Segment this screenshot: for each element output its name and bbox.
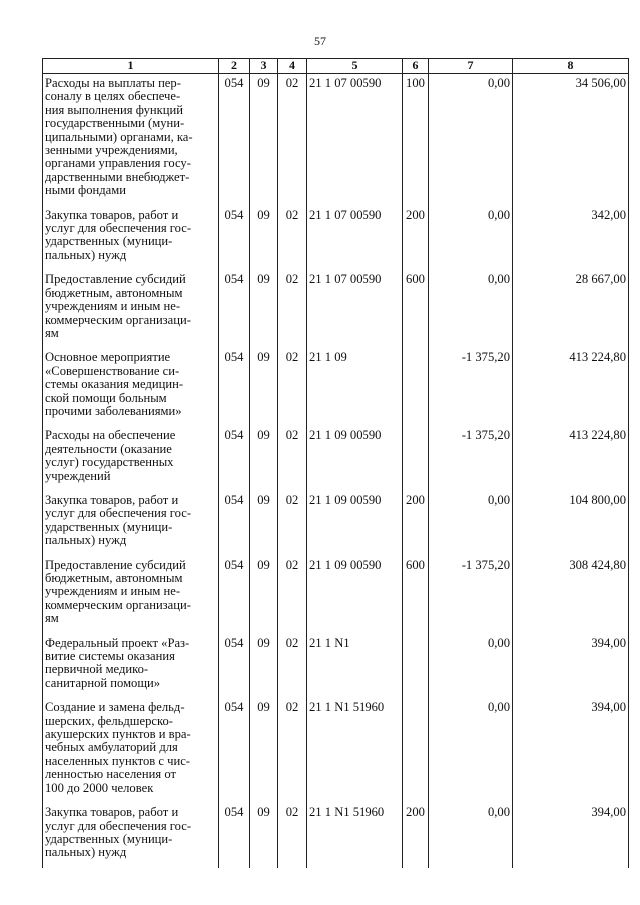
row-name-cell: Предоставление субсидий бюджетным, автономным учреждениям и иным не- коммерческим организаци- ям [43, 270, 219, 348]
section-cell: 09 [250, 206, 278, 271]
row-name-cell: Закупка товаров, работ и услуг для обеспечения гос- ударственных (муници- пальных) нужд [43, 803, 219, 868]
target-article-cell: 21 1 N1 [307, 634, 403, 699]
change-amount-cell: 0,00 [429, 270, 513, 348]
table-header-row [43, 59, 629, 74]
table-row [43, 348, 629, 426]
change-amount-cell: -1 375,20 [429, 556, 513, 634]
subsection-cell: 02 [278, 698, 307, 803]
change-amount-cell: 0,00 [429, 491, 513, 556]
expense-type-cell [403, 698, 429, 803]
admin-code-cell: 054 [219, 698, 250, 803]
admin-code-cell: 054 [219, 491, 250, 556]
expense-type-cell: 600 [403, 270, 429, 348]
admin-code-cell: 054 [219, 206, 250, 271]
table-row [43, 426, 629, 491]
section-cell: 09 [250, 348, 278, 426]
section-cell: 09 [250, 698, 278, 803]
table-row [43, 74, 629, 206]
column-header: 3 [250, 59, 278, 74]
column-header: 8 [513, 59, 629, 74]
total-amount-cell: 342,00 [513, 206, 629, 271]
table-row [43, 698, 629, 803]
target-article-cell: 21 1 09 00590 [307, 426, 403, 491]
change-amount-cell: 0,00 [429, 698, 513, 803]
total-amount-cell: 308 424,80 [513, 556, 629, 634]
target-article-cell: 21 1 09 00590 [307, 556, 403, 634]
expense-type-cell: 200 [403, 206, 429, 271]
column-header: 1 [43, 59, 219, 74]
subsection-cell: 02 [278, 803, 307, 868]
admin-code-cell: 054 [219, 270, 250, 348]
subsection-cell: 02 [278, 206, 307, 271]
section-cell: 09 [250, 491, 278, 556]
expense-type-cell [403, 426, 429, 491]
row-name-cell: Создание и замена фельд- шерских, фельдшерско- акушерских пунктов и вра- чебных амбулаторий для населенных пунктов с чис- ленностью населения от 100 до 2000 человек [43, 698, 219, 803]
row-name-cell: Предоставление субсидий бюджетным, автономным учреждениям и иным не- коммерческим организаци- ям [43, 556, 219, 634]
row-name-cell: Расходы на выплаты пер- соналу в целях обеспече- ния выполнения функций государственными (муни- ципальными) органами, ка- зенными учреждениями, органами управления госу- дарственными внебюджет- ными фондами [43, 74, 219, 206]
row-name-cell: Федеральный проект «Раз- витие системы оказания первичной медико- санитарной помощи» [43, 634, 219, 699]
total-amount-cell: 104 800,00 [513, 491, 629, 556]
total-amount-cell: 28 667,00 [513, 270, 629, 348]
change-amount-cell: 0,00 [429, 634, 513, 699]
total-amount-cell: 394,00 [513, 698, 629, 803]
table-row [43, 270, 629, 348]
row-name-cell: Закупка товаров, работ и услуг для обеспечения гос- ударственных (муници- пальных) нужд [43, 206, 219, 271]
change-amount-cell: -1 375,20 [429, 426, 513, 491]
expense-type-cell: 600 [403, 556, 429, 634]
table-body [43, 74, 629, 868]
page-number: 57 [314, 34, 326, 48]
admin-code-cell: 054 [219, 556, 250, 634]
admin-code-cell: 054 [219, 634, 250, 699]
total-amount-cell: 413 224,80 [513, 426, 629, 491]
column-header: 2 [219, 59, 250, 74]
admin-code-cell: 054 [219, 74, 250, 206]
subsection-cell: 02 [278, 556, 307, 634]
total-amount-cell: 34 506,00 [513, 74, 629, 206]
row-name-cell: Закупка товаров, работ и услуг для обеспечения гос- ударственных (муници- пальных) нужд [43, 491, 219, 556]
expense-type-cell [403, 634, 429, 699]
target-article-cell: 21 1 07 00590 [307, 206, 403, 271]
expense-type-cell: 200 [403, 803, 429, 868]
subsection-cell: 02 [278, 348, 307, 426]
subsection-cell: 02 [278, 491, 307, 556]
table-row [43, 634, 629, 699]
change-amount-cell: 0,00 [429, 74, 513, 206]
budget-table [42, 58, 629, 868]
admin-code-cell: 054 [219, 803, 250, 868]
target-article-cell: 21 1 N1 51960 [307, 803, 403, 868]
total-amount-cell: 413 224,80 [513, 348, 629, 426]
change-amount-cell: 0,00 [429, 803, 513, 868]
section-cell: 09 [250, 74, 278, 206]
subsection-cell: 02 [278, 426, 307, 491]
table-row [43, 803, 629, 868]
section-cell: 09 [250, 556, 278, 634]
row-name-cell: Расходы на обеспечение деятельности (оказание услуг) государственных учреждений [43, 426, 219, 491]
column-header: 6 [403, 59, 429, 74]
target-article-cell: 21 1 09 [307, 348, 403, 426]
table-row [43, 556, 629, 634]
admin-code-cell: 054 [219, 426, 250, 491]
column-header: 4 [278, 59, 307, 74]
row-name-cell: Основное мероприятие «Совершенствование си- стемы оказания медицин- ской помощи больным прочими заболеваниями» [43, 348, 219, 426]
target-article-cell: 21 1 07 00590 [307, 270, 403, 348]
target-article-cell: 21 1 09 00590 [307, 491, 403, 556]
column-header: 5 [307, 59, 403, 74]
total-amount-cell: 394,00 [513, 803, 629, 868]
table-row [43, 491, 629, 556]
column-header: 7 [429, 59, 513, 74]
table-row [43, 206, 629, 271]
section-cell: 09 [250, 426, 278, 491]
target-article-cell: 21 1 07 00590 [307, 74, 403, 206]
admin-code-cell: 054 [219, 348, 250, 426]
subsection-cell: 02 [278, 270, 307, 348]
total-amount-cell: 394,00 [513, 634, 629, 699]
change-amount-cell: 0,00 [429, 206, 513, 271]
expense-type-cell [403, 348, 429, 426]
section-cell: 09 [250, 634, 278, 699]
section-cell: 09 [250, 270, 278, 348]
target-article-cell: 21 1 N1 51960 [307, 698, 403, 803]
subsection-cell: 02 [278, 634, 307, 699]
expense-type-cell: 100 [403, 74, 429, 206]
section-cell: 09 [250, 803, 278, 868]
change-amount-cell: -1 375,20 [429, 348, 513, 426]
expense-type-cell: 200 [403, 491, 429, 556]
subsection-cell: 02 [278, 74, 307, 206]
